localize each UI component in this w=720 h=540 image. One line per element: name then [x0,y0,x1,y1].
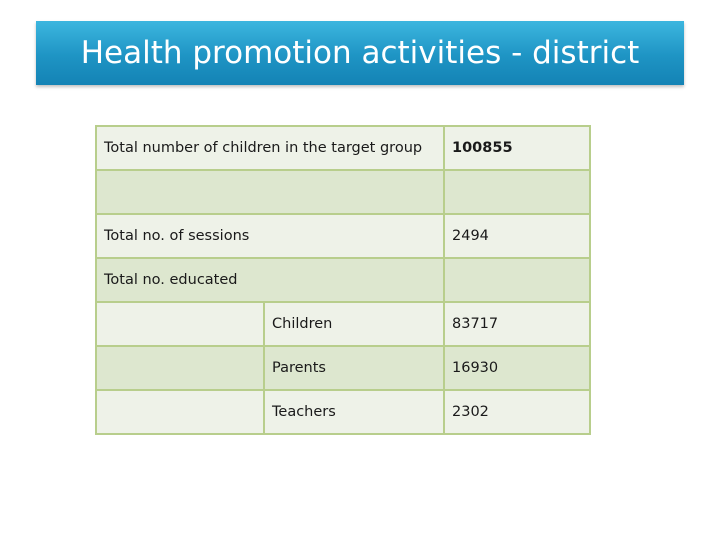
table-row [96,214,590,258]
breakdown-value-children: 83717 [444,302,590,346]
row-value-empty [444,170,590,214]
row-label-target-group: Total number of children in the target group [96,126,444,170]
row-value-sessions: 2494 [444,214,590,258]
row-value-target-group: 100855 [444,126,590,170]
breakdown-value-parents: 16930 [444,346,590,390]
breakdown-spacer-cell [96,390,264,434]
table-row [96,258,590,302]
breakdown-spacer-cell [96,346,264,390]
table-row [96,170,590,214]
row-label-sessions: Total no. of sessions [96,214,444,258]
table-row [96,126,590,170]
table-row [96,302,590,346]
breakdown-category-parents: Parents [264,346,444,390]
page-title: Health promotion activities - district [80,35,640,71]
breakdown-category-teachers: Teachers [264,390,444,434]
breakdown-spacer-cell [96,302,264,346]
breakdown-category-children: Children [264,302,444,346]
table-row [96,346,590,390]
row-value-educated [444,258,590,302]
health-promotion-table [95,125,591,435]
row-label-empty [96,170,444,214]
row-label-educated: Total no. educated [96,258,444,302]
breakdown-value-teachers: 2302 [444,390,590,434]
title-banner [36,21,684,85]
table-row [96,390,590,434]
